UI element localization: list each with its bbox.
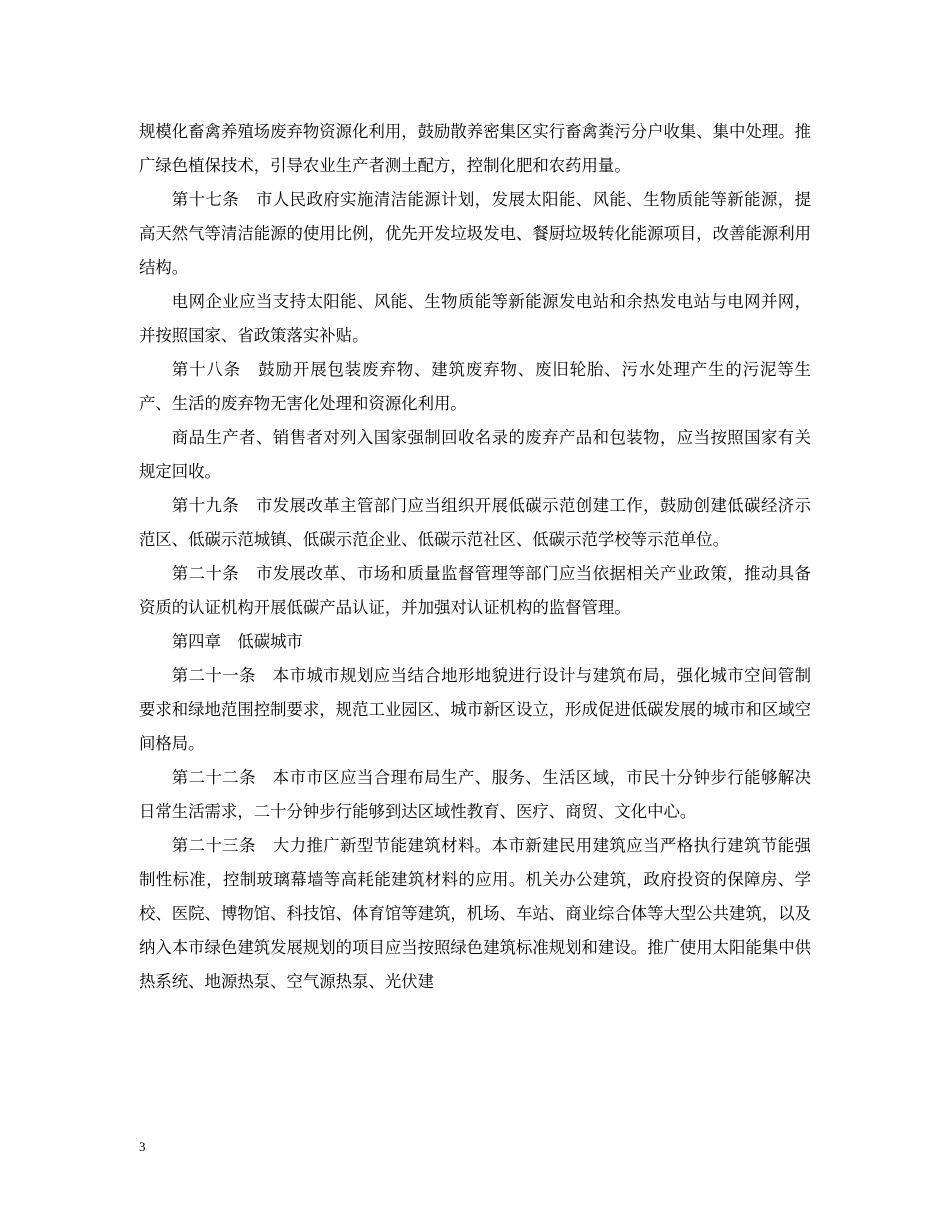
- page-number: 3: [139, 1139, 146, 1154]
- paragraph-article-18: 第十八条 鼓励开展包装废弃物、建筑废弃物、废旧轮胎、污水处理产生的污泥等生产、生活的废弃物无害化处理和资源化利用。: [139, 360, 811, 413]
- paragraph: 规模化畜禽养殖场废弃物资源化利用，鼓励散养密集区实行畜禽粪污分户收集、集中处理。推广绿色植保技术，引导农业生产者测土配方，控制化肥和农药用量。: [139, 122, 812, 175]
- paragraph-article-17: 第十七条 市人民政府实施清洁能源计划，发展太阳能、风能、生物质能等新能源，提高天然气等清洁能源的使用比例，优先开发垃圾发电、餐厨垃圾转化能源项目，改善能源利用结构。: [139, 190, 812, 277]
- paragraph: 商品生产者、销售者对列入国家强制回收名录的废弃产品和包装物，应当按照国家有关规定回收。: [139, 428, 811, 481]
- paragraph-article-22: 第二十二条 本市市区应当合理布局生产、服务、生活区域，市民十分钟步行能够解决日常生活需求，二十分钟步行能够到达区域性教育、医疗、商贸、文化中心。: [139, 768, 811, 821]
- document-body: [139, 115, 811, 999]
- paragraph-article-21: 第二十一条 本市城市规划应当结合地形地貌进行设计与建筑布局，强化城市空间管制要求和绿地范围控制要求，规范工业园区、城市新区设立，形成促进低碳发展的城市和区域空间格局。: [139, 666, 812, 753]
- chapter-heading: 第四章 低碳城市: [171, 632, 303, 651]
- paragraph-article-19: 第十九条 市发展改革主管部门应当组织开展低碳示范创建工作，鼓励创建低碳经济示范区、低碳示范城镇、低碳示范企业、低碳示范社区、低碳示范学校等示范单位。: [139, 496, 811, 549]
- paragraph-article-23: 第二十三条 大力推广新型节能建筑材料。本市新建民用建筑应当严格执行建筑节能强制性标准，控制玻璃幕墙等高耗能建筑材料的应用。机关办公建筑，政府投资的保障房、学校、医院、博物馆、科技馆、体育馆等建筑，机场、车站、商业综合体等大型公共建筑，以及纳入本市绿色建筑发展规划的项目应当按照绿色建筑标准规划和建设。推广使用太阳能集中供热系统、地源热泵、空气源热泵、光伏建: [139, 836, 812, 991]
- paragraph: 电网企业应当支持太阳能、风能、生物质能等新能源发电站和余热发电站与电网并网，并按照国家、省政策落实补贴。: [139, 292, 811, 345]
- paragraph-article-20: 第二十条 市发展改革、市场和质量监督管理等部门应当依据相关产业政策，推动具备资质的认证机构开展低碳产品认证，并加强对认证机构的监督管理。: [139, 564, 811, 617]
